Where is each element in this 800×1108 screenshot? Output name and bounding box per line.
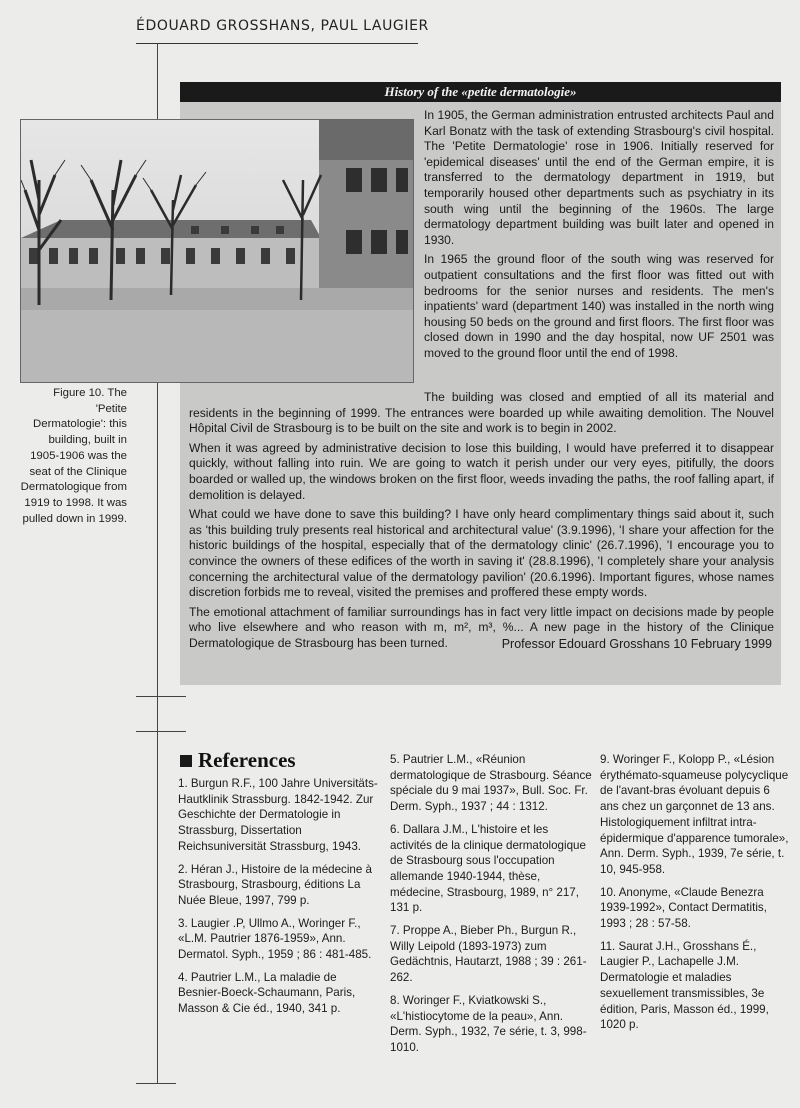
history-paragraph: In 1965 the ground floor of the south wing was reserved for outpatient consultations and the first floor was fitted out with bedrooms for the senior nurses and residents. The men's inpatients' ward (department 140) was installed in the north wing housing 50 beds on the ground and first floors. The first floor was closed down in 1990 and the day hospital, now UF 2501 was moved to the ground floor until the end of 1998. <box>424 252 774 360</box>
margin-tick-rule <box>136 696 186 697</box>
references-column-3 <box>600 752 790 1040</box>
reference-item: 7. Proppe A., Bieber Ph., Burgun R., Willy Leipold (1893-1973) zum Gedächtnis, Hautarzt, 1988 ; 39 : 261-262. <box>390 924 587 985</box>
reference-item: 3. Laugier .P, Ullmo A., Woringer F., «L.M. Pautrier 1876-1959», Ann. Dermatol. Syph., 1959 ; 86 : 481-485. <box>178 916 372 962</box>
header-rule <box>136 43 418 44</box>
figure-10-caption: Figure 10. The 'Petite Dermatologie': this building, built in 1905-1906 was the seat of the Clinique Dermatologique from 1919 to 1998. It was pulled down in 1999. <box>20 387 127 525</box>
running-header-authors: ÉDOUARD GROSSHANS, PAUL LAUGIER <box>136 18 429 34</box>
history-paragraph: The building was closed and emptied of all its material and residents in the beginning of 1999. The entrances were boarded up while awaiting demolition. The Nouvel Hôpital Civil de Strasbourg is to be built on the site and work is to begin in 2002. <box>189 390 774 436</box>
history-box-title: History of the «petite dermatologie» <box>180 82 781 102</box>
square-bullet-icon <box>180 755 192 767</box>
references-column-2 <box>390 752 592 1063</box>
history-paragraph: The emotional attachment of familiar surroundings has in fact very little impact on decisions made by people who live elsewhere and who reason with m, m², m³, %... A new page in the history of the Clinique Dermatologique de Strasbourg has been turned. <box>189 604 774 650</box>
references-title: References <box>198 748 296 772</box>
reference-item: 9. Woringer F., Kolopp P., «Lésion érythémato-squameuse polycyclique de l'avant-bras évoluant depuis 6 ans chez un garçonnet de 13 ans. Histologiquement infiltrat intra-épidermique d'apparence tumorale», Ann. Derm. Syph., 1939, 7e série, t. 10, 945-958. <box>600 753 789 876</box>
history-paragraph: In 1905, the German administration entrusted architects Paul and Karl Bonatz with the task of extending Strasbourg's civil hospital. The 'Petite Dermatologie' rose in 1906. Initially reserved for 'epidemical diseases' until the end of the German empire, it is transferred to the dermatology department in 1919, but temporarily housed other departments such as psychiatry in its south wing until the beginning of the 1960s. The large dermatology department building was built later and opened in 1930. <box>424 108 774 247</box>
reference-item: 5. Pautrier L.M., «Réunion dermatologique de Strasbourg. Séance spéciale du 9 mai 1937», Bull. Soc. Fr. Derm. Syph., 1937 ; 44 : 1312. <box>390 753 592 814</box>
history-text-wide <box>189 390 774 656</box>
reference-item: 1. Burgun R.F., 100 Jahre Universitäts-Hautklinik Strassburg. 1842-1942. Zur Geschichte der Dermatologie in Strassburg, Dissertation Reichsuniversität Strassburg, 1943. <box>178 777 378 853</box>
history-signature: Professor Edouard Grosshans 10 February 1999 <box>501 637 772 651</box>
history-paragraph: When it was agreed by administrative decision to lose this building, I would have preferred it to disappear quickly, without falling into ruin. We are going to watch it perish under our very eyes, pitifully, the doors boarded or walled up, the windows broken on the first floor, weeds invading the paths, the roof falling apart, if demolition is delayed. <box>189 440 774 502</box>
reference-item: 2. Héran J., Histoire de la médecine à Strasbourg, Strasbourg, éditions La Nuée Bleue, 1997, 799 p. <box>178 862 372 907</box>
reference-item: 6. Dallara J.M., L'histoire et les activités de la clinique dermatologique de Strasbourg sous l'occupation allemande 1940-1944, thèse, médecine, Strasbourg, 1989, n° 217, 131 p. <box>390 822 586 915</box>
reference-item: 8. Woringer F., Kviatkowski S., «L'histiocytome de la peau», Ann. Derm. Syph., 1932, 7e série, t. 3, 998-1010. <box>390 993 587 1054</box>
margin-tick-rule <box>136 731 186 732</box>
history-paragraph: What could we have done to save this building? I have only heard complimentary things said about it, such as 'this building truly presents real historical and architectural value' (3.9.1996), 'I share your affection for the historic buildings of the hospital, especially that of the dermatology clinic' (26.7.1996), 'I encourage you to convince the owners of these edifices of the worth in saving it' (28.8.1996), 'I completely share your analysis concerning the architectural value of the dermatology pavilion' (20.6.1996). Important figures, whose names discretion forbids me to reveal, visited the premises and proffered these empty words. <box>189 507 774 600</box>
history-text-column <box>424 108 774 366</box>
reference-item: 10. Anonyme, «Claude Benezra 1939-1992», Contact Dermatitis, 1993 ; 28 : 57-58. <box>600 885 767 931</box>
reference-item: 11. Saurat J.H., Grosshans É., Laugier P., Lachapelle J.M. Dermatologie et maladies sexuellement transmissibles, 3e édition, Paris, Masson éd., 1999, 1020 p. <box>600 939 769 1032</box>
margin-tick-rule <box>136 1083 176 1084</box>
references-heading <box>180 748 296 773</box>
references-column-1 <box>178 776 380 1024</box>
figure-10-photo <box>20 119 414 383</box>
reference-item: 4. Pautrier L.M., La maladie de Besnier-Boeck-Schaumann, Paris, Masson & Cie éd., 1940, 341 p. <box>178 970 356 1016</box>
